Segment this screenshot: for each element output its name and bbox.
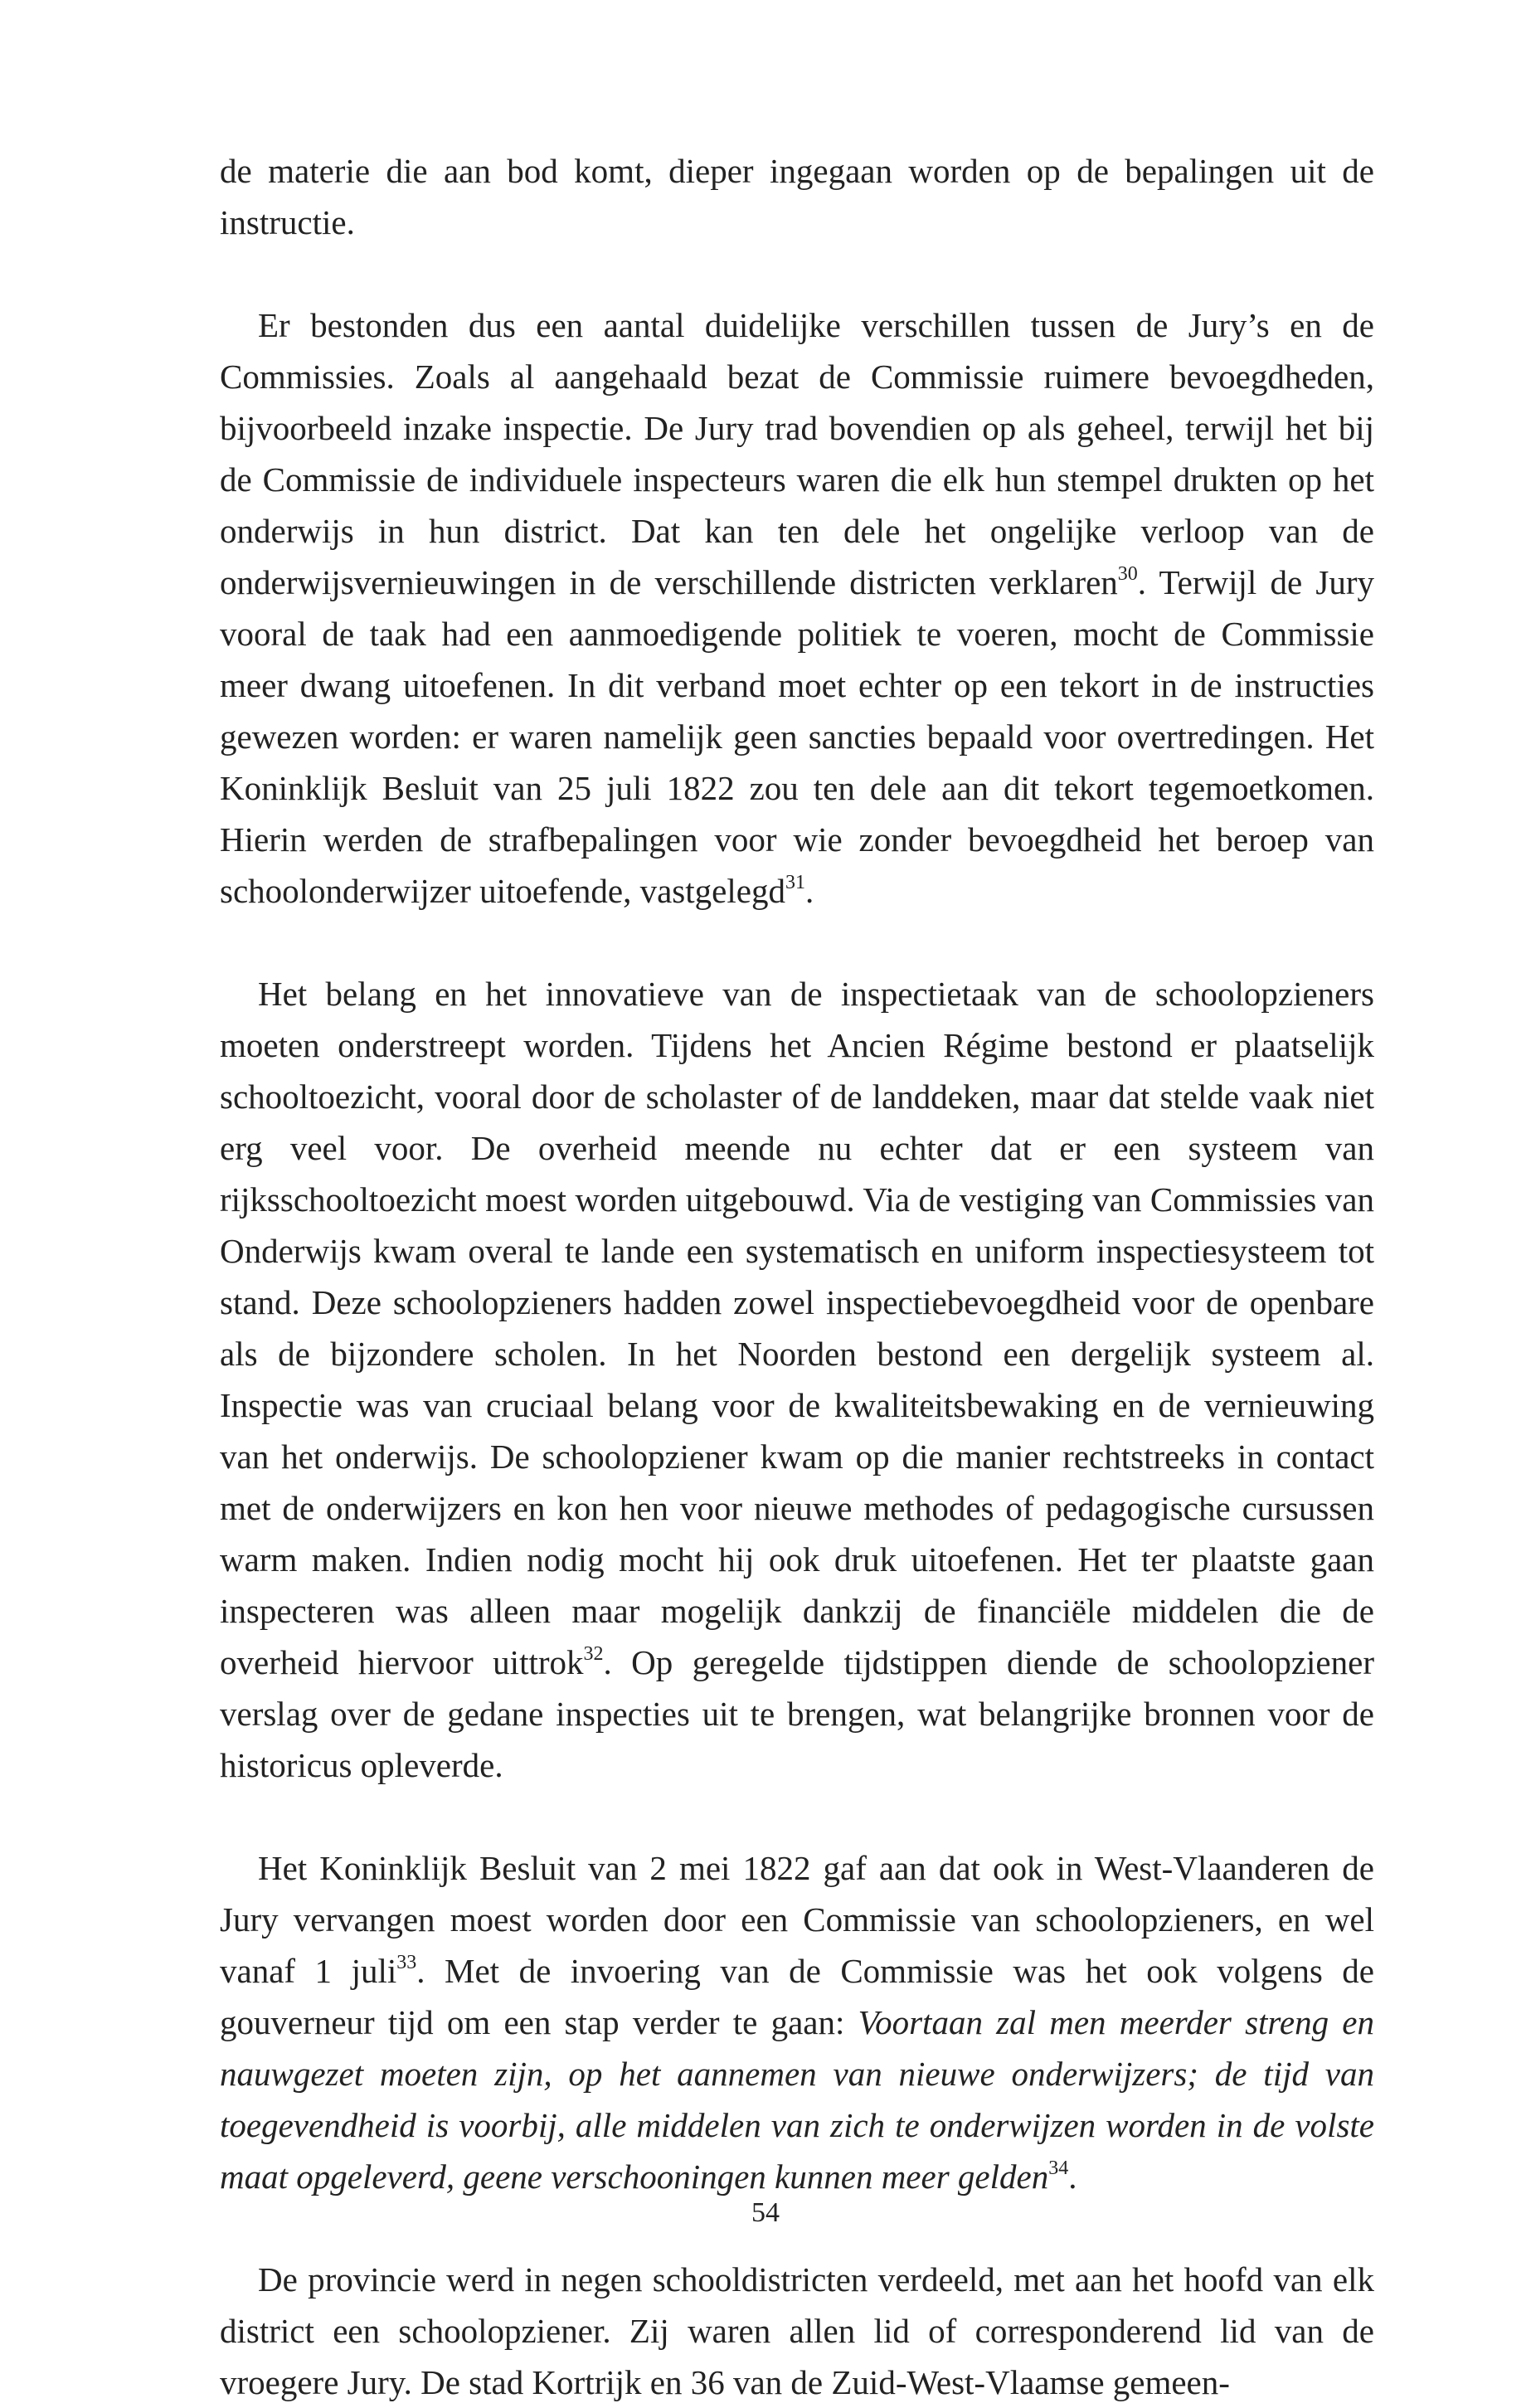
paragraph-4 xyxy=(220,1842,1374,2202)
paragraph-4-text-b: . Met de invoering van de Commissie was het ook volgens de gouverneur tijd om een stap verder te gaan: xyxy=(220,1952,1374,2041)
paragraph-4-text-c: . xyxy=(1068,2157,1077,2196)
paragraph-5-text: De provincie werd in negen schooldistricten verdeeld, met aan het hoofd van elk district een schoolopziener. Zij waren allen lid of corresponderend lid van de vroegere Jury. De stad Kortrijk en 36 van de Zuid-West-Vlaamse gemeen- xyxy=(220,2260,1374,2401)
paragraph-3-text-a: Het belang en het innovatieve van de inspectietaak van de schoolopzieners moeten onderstreept worden. Tijdens het Ancien Régime bestond er plaatselijk schooltoezicht, vooral door de scholaster of de landdeken, maar dat stelde vaak niet erg veel voor. De overheid meende nu echter dat er een systeem van rijksschooltoezicht moest worden uitgebouwd. Via de vestiging van Commissies van Onderwijs kwam overal te lande een systematisch en uniform inspectiesysteem tot stand. Deze schoolopzieners hadden zowel inspectiebevoegdheid voor de openbare als de bijzondere scholen. In het Noorden bestond een dergelijk systeem al. Inspectie was van cruciaal belang voor de kwaliteitsbewaking en de vernieuwing van het onderwijs. De schoolopziener kwam op die manier rechtstreeks in contact met de onderwijzers en kon hen voor nieuwe methodes of pedagogische cursussen warm maken. Indien nodig mocht hij ook druk uitoefenen. Het ter plaatste gaan inspecteren was alleen maar mogelijk dankzij de financiële middelen die de overheid hiervoor uittrok xyxy=(220,975,1374,1681)
paragraph-2-text-c: . xyxy=(804,872,814,910)
footnote-ref-30[interactable]: 30 xyxy=(1117,563,1138,585)
paragraph-2 xyxy=(220,299,1374,917)
paragraph-2-text-a: Er bestonden dus een aantal duidelijke verschillen tussen de Jury’s en de Commissies. Zoals al aangehaald bezat de Commissie ruimere bevoegdheden, bijvoorbeeld inzake inspectie. De Jury trad bovendien op als geheel, terwijl het bij de Commissie de individuele inspecteurs waren die elk hun stempel drukten op het onderwijs in hun district. Dat kan ten dele het ongelijke verloop van de onderwijsvernieuwingen in de verschillende districten verklaren xyxy=(220,306,1374,601)
paragraph-3 xyxy=(220,968,1374,1791)
footnote-ref-34[interactable]: 34 xyxy=(1048,2157,1069,2179)
paragraph-1-text: de materie die aan bod komt, dieper ingegaan worden op de bepalingen uit de instructie. xyxy=(220,152,1374,241)
footnote-ref-33[interactable]: 33 xyxy=(396,1952,417,1973)
paragraph-5 xyxy=(220,2254,1374,2408)
page-number: 54 xyxy=(751,2197,780,2228)
page-body xyxy=(220,145,1374,2408)
paragraph-3-text-b: . Op geregelde tijdstippen diende de schoolopziener verslag over de gedane inspecties uit te brengen, wat belangrijke bronnen voor de historicus opleverde. xyxy=(220,1643,1374,1784)
footnote-ref-31[interactable]: 31 xyxy=(785,872,805,893)
footnote-ref-32[interactable]: 32 xyxy=(583,1643,604,1665)
governor-quote: Voortaan zal men meerder streng en nauwgezet moeten zijn, op het aannemen van nieuwe onderwijzers; de tijd van toegevendheid is voorbij, alle middelen van zich te onderwijzen worden in de volste maat opgeleverd, geene verschooningen kunnen meer gelden xyxy=(220,2003,1374,2196)
paragraph-1 xyxy=(220,145,1374,248)
paragraph-2-text-b: . Terwijl de Jury vooral de taak had een aanmoedigende politiek te voeren, mocht de Commissie meer dwang uitoefenen. In dit verband moet echter op een tekort in de instructies gewezen worden: er waren namelijk geen sancties bepaald voor overtredingen. Het Koninklijk Besluit van 25 juli 1822 zou ten dele aan dit tekort tegemoetkomen. Hierin werden de strafbepalingen voor wie zonder bevoegdheid het beroep van schoolonderwijzer uitoefende, vastgelegd xyxy=(220,563,1374,910)
paragraph-4-text-a: Het Koninklijk Besluit van 2 mei 1822 gaf aan dat ook in West-Vlaanderen de Jury vervangen moest worden door een Commissie van schoolopzieners, en wel vanaf 1 juli xyxy=(220,1849,1374,1990)
